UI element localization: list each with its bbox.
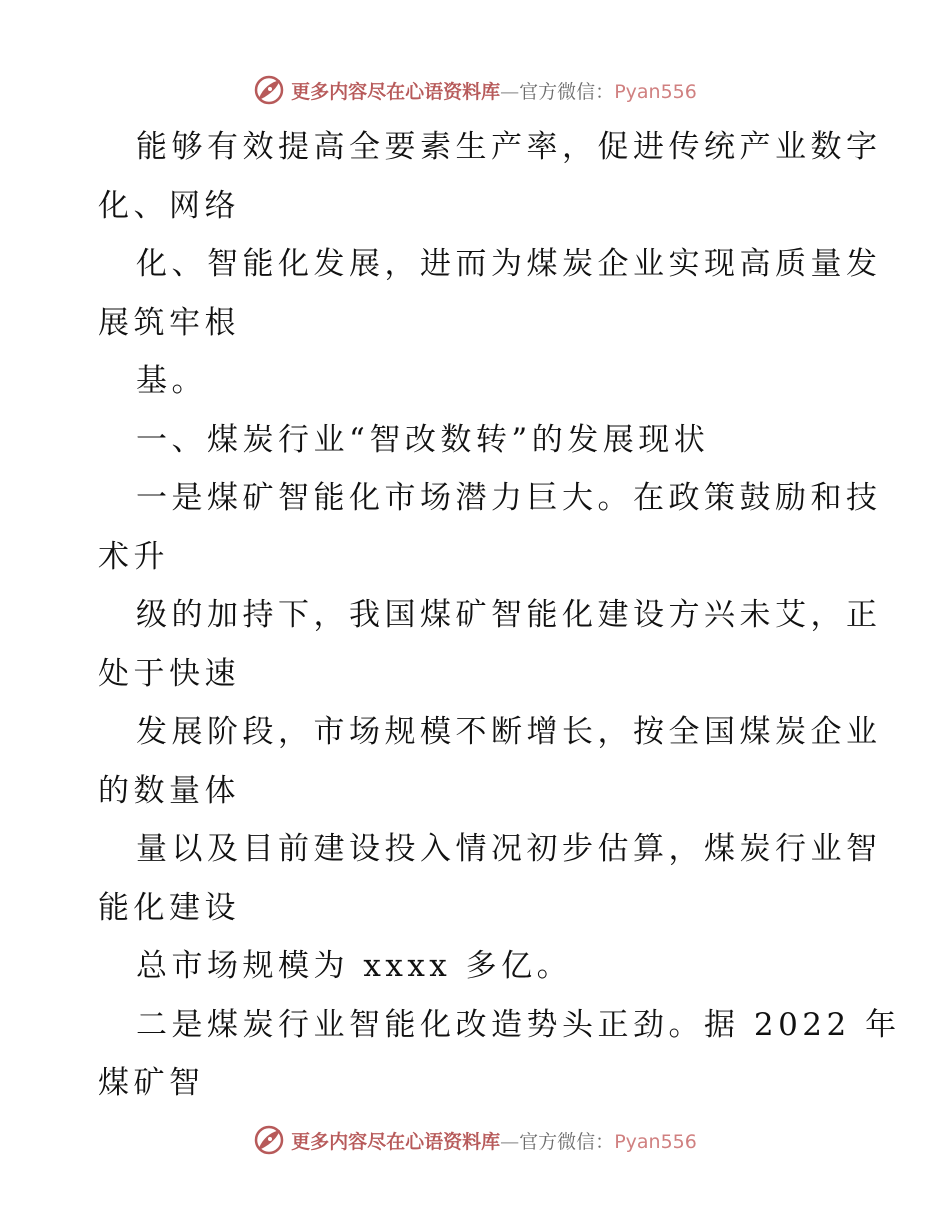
text-line: 术升	[98, 538, 169, 575]
text-line: 煤矿智	[98, 1065, 205, 1101]
text-line: 总市场规模为 xxxx 多亿。	[136, 948, 573, 984]
text-line: 量以及目前建设投入情况初步估算，煤炭行业智	[136, 831, 882, 867]
pen-nib-logo-icon	[253, 74, 285, 106]
text-line: 的数量体	[98, 772, 240, 809]
watermark-dash: —	[500, 1130, 520, 1153]
text-line: 发展阶段，市场规模不断增长，按全国煤炭企业	[136, 714, 882, 750]
text-line: 化、智能化发展，进而为煤炭企业实现高质量发	[136, 246, 882, 282]
document-body	[98, 118, 901, 1113]
watermark-dash: —	[500, 80, 520, 103]
text-line: 能化建设	[98, 889, 240, 926]
footer-watermark	[0, 1120, 950, 1160]
text-line: 处于快速	[98, 655, 240, 692]
text-line: 二是煤炭行业智能化改造势头正劲。据 2022 年	[136, 1006, 901, 1043]
watermark-wechat-label: 官方微信：	[519, 80, 615, 103]
text-line: 一、煤炭行业“智改数转”的发展现状	[136, 421, 710, 458]
text-line: 级的加持下，我国煤矿智能化建设方兴未艾，正	[136, 597, 882, 633]
watermark-brand: 更多内容尽在心语资料库	[291, 1130, 501, 1153]
watermark-brand: 更多内容尽在心语资料库	[291, 80, 501, 103]
text-line: 一是煤矿智能化市场潜力巨大。在政策鼓励和技	[136, 480, 882, 516]
watermark-wechat-label: 官方微信：	[519, 1130, 615, 1153]
watermark-wechat-id: Pyan556	[614, 80, 697, 103]
text-line: 化、网络	[98, 187, 240, 224]
text-line: 能够有效提高全要素生产率，促进传统产业数字	[136, 129, 882, 165]
text-line: 展筑牢根	[98, 304, 240, 341]
text-line: 基。	[136, 363, 207, 399]
watermark-wechat-id: Pyan556	[614, 1130, 697, 1153]
header-watermark	[0, 70, 950, 110]
pen-nib-logo-icon	[253, 1124, 285, 1156]
